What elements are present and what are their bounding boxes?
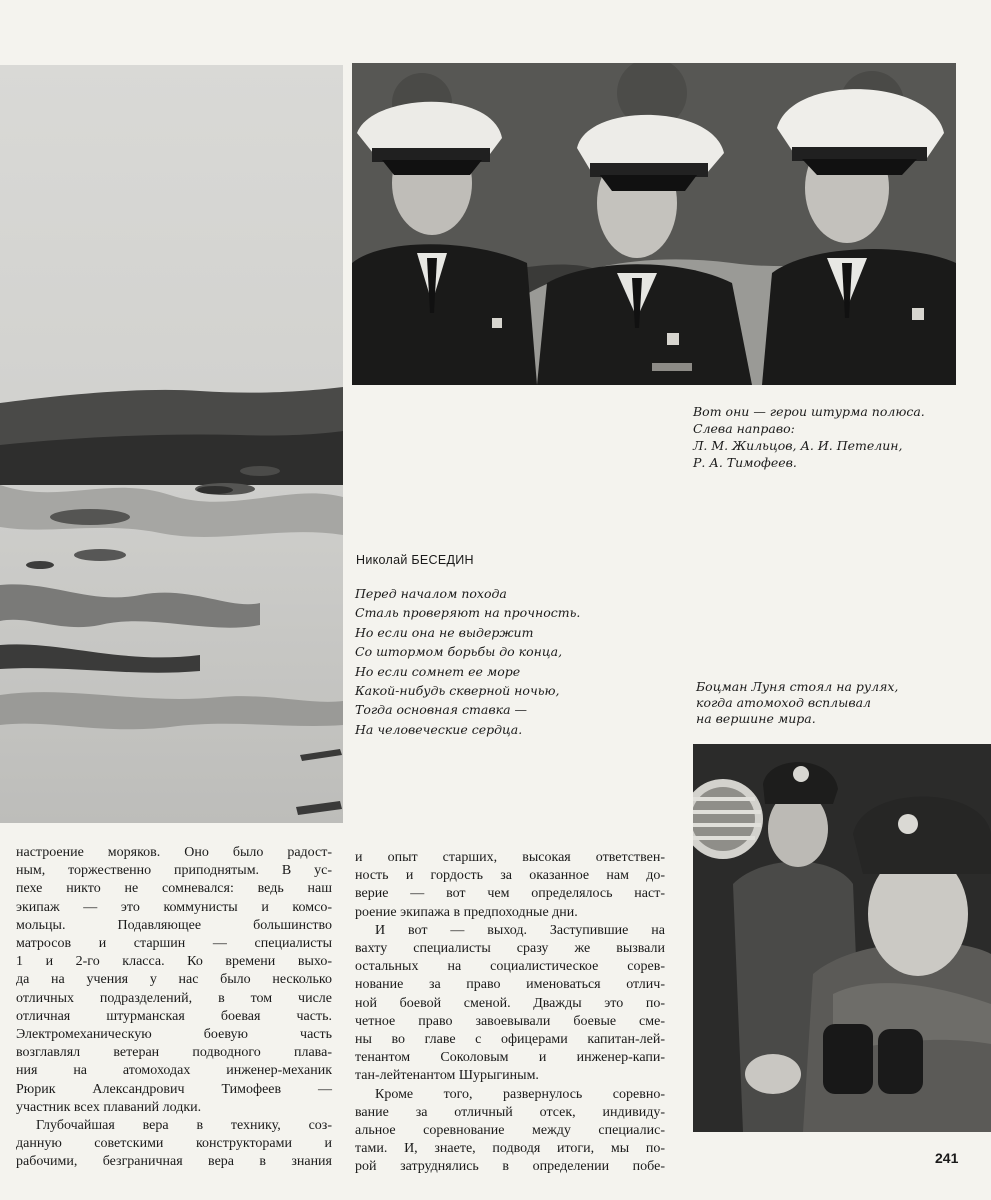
caption-line: на вершине мира. <box>696 711 816 726</box>
caption-officers <box>693 403 925 471</box>
text-line: данную советскими конструкторами и <box>16 1136 332 1152</box>
text-line: И вот — выход. Заступившие на <box>375 922 665 938</box>
text-line: матросов и старшин — специалисты <box>16 936 332 952</box>
text-line: верие — вот чем определялось наст- <box>355 886 665 902</box>
text-line: ния на атомоходах инженер-механик <box>16 1063 332 1079</box>
poem-line: Со штормом борьбы до конца, <box>355 644 563 660</box>
text-line: ной боевой сменой. Дважды это по- <box>355 995 665 1011</box>
photo-bosun-at-helm <box>693 744 991 1132</box>
text-line: вахту специалисты сразу же вызвали <box>355 941 665 957</box>
text-line: Рюрик Александрович Тимофеев — <box>16 1081 332 1097</box>
text-column-left <box>16 844 332 1172</box>
poem-line: Тогда основная ставка — <box>355 702 527 718</box>
poem <box>355 584 580 739</box>
page-number: 241 <box>935 1150 959 1166</box>
text-line: Электромеханическую боевую часть <box>16 1027 332 1043</box>
poem-line: Перед началом похода <box>355 586 507 601</box>
text-line: ность и гордость за оказанное нам до- <box>355 868 665 884</box>
text-line: настроение моряков. Оно было радост- <box>16 845 332 860</box>
text-line: роение экипажа в предпоходные дни. <box>355 904 578 920</box>
text-line: возглавлял ветеран подводного плава- <box>16 1045 332 1061</box>
text-line: отличных подразделений, в том числе <box>16 990 332 1006</box>
text-line: вание за отличный отсек, индивиду- <box>355 1104 665 1120</box>
caption-line: Боцман Луня стоял на рулях, <box>696 679 899 694</box>
text-line: отличная штурманская боевая часть. <box>16 1008 332 1024</box>
poem-line: Но если сомнет ее море <box>355 663 521 679</box>
text-line: 1 и 2-го класса. Ко времени выхо- <box>16 954 332 970</box>
text-line: участник всех плаваний лодки. <box>16 1099 202 1115</box>
text-line: тан-лейтенантом Шурыгиным. <box>355 1068 539 1084</box>
caption-line: когда атомоход всплывал <box>696 695 871 710</box>
photo-arctic-ice <box>0 65 343 823</box>
poem-line: Какой-нибудь скверной ночью, <box>355 683 560 699</box>
caption-line: Слева направо: <box>693 421 795 436</box>
caption-line: Вот они — герои штурма полюса. <box>693 404 925 419</box>
text-line: нование за право именоваться отлич- <box>355 977 665 993</box>
text-line: рабочими, безграничная вера в знания <box>16 1154 332 1170</box>
text-line: экипаж — это коммунисты и комсо- <box>16 899 332 915</box>
caption-bosun <box>696 679 898 727</box>
text-line: остальных на социалистическое сорев- <box>355 959 665 975</box>
text-line: четное право завоевывали боевые сме- <box>355 1013 665 1029</box>
poem-line: На человеческие сердца. <box>355 721 523 737</box>
photo-three-officers <box>352 63 956 385</box>
poem-line: Сталь проверяют на прочность. <box>355 605 581 621</box>
text-line: рой затруднялись в определении побе- <box>355 1159 665 1175</box>
text-column-middle <box>355 849 665 1177</box>
text-line: мольцы. Подавляющее большинство <box>16 917 332 933</box>
text-line: тенантом Соколовым и инженер-капи- <box>355 1050 665 1066</box>
text-line: тами. И, знаете, подводя итоги, мы по- <box>355 1141 665 1157</box>
poem-line: Но если она не выдержит <box>355 624 534 640</box>
text-line: да на учения у нас было несколько <box>16 972 332 988</box>
poem-author: Николай БЕСЕДИН <box>356 553 474 567</box>
text-line: пехе никто не сомневался: ведь наш <box>16 881 332 897</box>
text-line: ны во главе с офицерами капитан-лей- <box>355 1032 665 1048</box>
text-line: Глубочайшая вера в технику, соз- <box>36 1118 332 1134</box>
caption-line: Л. М. Жильцов, А. И. Петелин, <box>693 438 903 453</box>
text-line: и опыт старших, высокая ответствен- <box>355 850 665 865</box>
text-line: ным, торжественно приподнятым. В ус- <box>16 863 332 879</box>
text-line: альное соревнование между специалис- <box>355 1123 665 1139</box>
caption-line: Р. А. Тимофеев. <box>693 455 797 470</box>
text-line: Кроме того, развернулось соревно- <box>375 1086 665 1102</box>
